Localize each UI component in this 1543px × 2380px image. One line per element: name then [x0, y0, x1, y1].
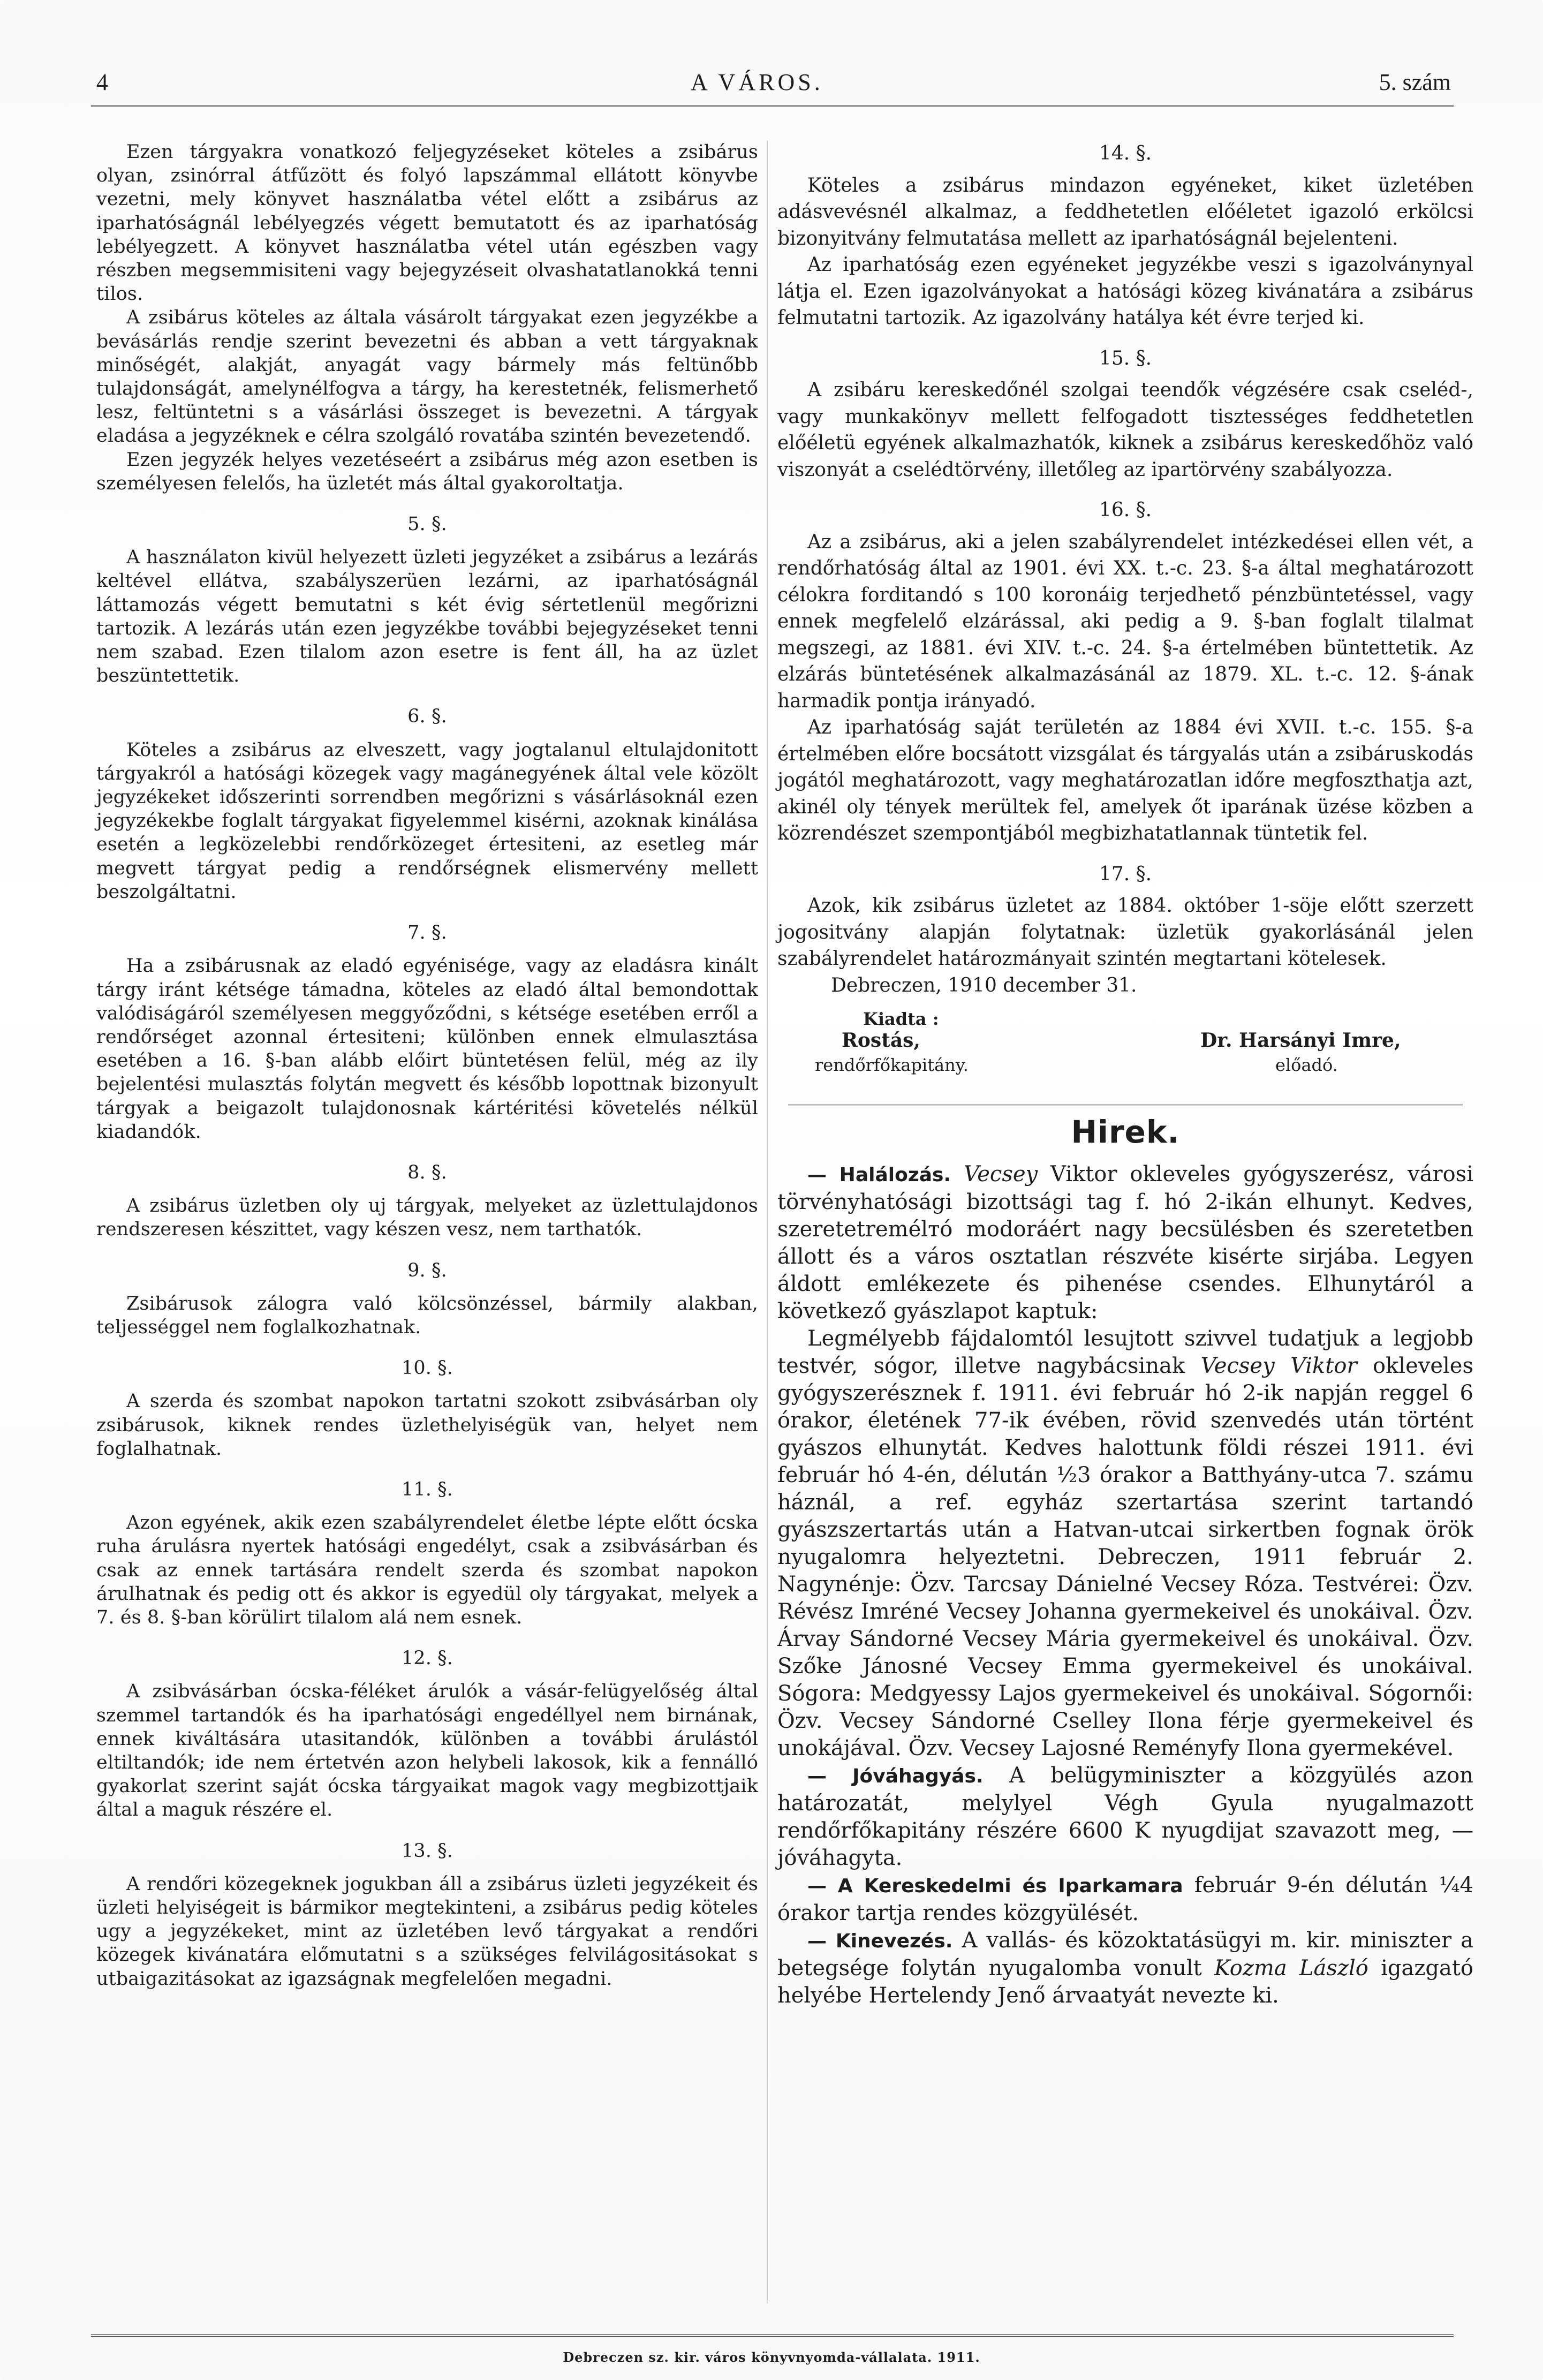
date-line: Debreczen, 1910 december 31.: [831, 974, 1137, 996]
signature-right-name: Dr. Harsányi Imre,: [1200, 1029, 1401, 1052]
printer-footer: Debreczen sz. kir. város könyvnyomda-vállalata. 1911.: [563, 2349, 980, 2365]
news-item-kinevezes: [777, 1927, 1473, 2009]
news-heading: — A Kereskedelmi és Iparkamara: [807, 1875, 1183, 1897]
section-heading: 12. §.: [401, 1648, 453, 1669]
news-text: okleveles gyógyszerésznek f. 1911. évi február hó 2-ik napján reggel 6 órakor, életének 77-ik évében, rövid szenvedés után történt gyászos elhunytát. Kedves halottunk földi részei 1911. évi február hó 4-én, délután ½3 órakor a Batthyány-utca 7. számu háznál, a ref. egyház szertartása szerint tartandó gyászszertartás után a Hatvan-utcai sirkertben fognak örök nyugalomra helyeztetni. Debreczen, 1911 február 2. Nagynénje: Özv. Tarcsay Dánielné Vecsey Róza. Testvérei: Özv. Révész Imréné Vecsey Johanna gyermekeivel és unokáival. Özv. Árvay Sándorné Vecsey Mária gyermekeivel és unokáival. Özv. Szőke Jánosné Vecsey Emma gyermekeivel és unokáival. Sógora: Medgyessy Lajos gyermekeivel és unokáival. Sógornői: Özv. Vecsey Sándorné Cselley Ilona férje gyermekeivel és unokájával. Özv. Vecsey Lajosné Reményfy Ilona gyermekével.: [777, 1353, 1473, 1761]
section-text: Köteles a zsibárus az elveszett, vagy jogtalanul eltulajdonitott tárgyakról a hatósági közegek vagy magánegyének által vele közölt jegyzékeket időszerinti sorrendben megőrizni s vásárlásoknál ezen jegyzékekbe foglalt tárgyakat figyelemmel kisérni, azoknak kinálása esetén a legközelebbi rendőrközeget értesiteni, az esetleg már megvett tárgyat pedig a rendőrségnek elismervény mellett beszolgáltatni.: [96, 739, 758, 903]
page-header: [96, 69, 1451, 101]
right-column: [777, 140, 1473, 2009]
footer-rule: [91, 2334, 1454, 2337]
issue-number: 5. szám: [1379, 69, 1451, 95]
section-text: Köteles a zsibárus mindazon egyéneket, kiket üzletében adásvevésnél alkalmaz, a feddhetetlen előéletet igazoló erkölcsi bizonyitvány felmutatása mellett az iparhatóságnál bejelenteni.: [777, 174, 1473, 250]
section-heading: 11. §.: [401, 1478, 453, 1500]
section-heading: 9. §.: [407, 1259, 447, 1281]
section-heading: 7. §.: [407, 922, 447, 944]
section-text: Zsibárusok zálogra való kölcsönzéssel, bármily alakban, teljességgel nem foglalkozhatnak.: [96, 1293, 758, 1338]
news-text: A belügyminiszter a közgyülés azon határozatát, melylyel Végh Gyula nyugalmazott rendőrfőkapitány részére 6600 K nyugdijat szavazott meg, — jóváhagyta.: [777, 1763, 1473, 1870]
news-text: február 9-én délután ¼4 órakor tartja rendes közgyülését.: [777, 1872, 1473, 1925]
signature-left-name: Rostás,: [842, 1029, 920, 1052]
news-item-gyaszlap: [777, 1325, 1473, 1762]
column-divider: [767, 140, 768, 2303]
news-name: Vecsey Viktor: [1200, 1353, 1357, 1378]
news-item-kamara: [777, 1872, 1473, 1927]
news-name: Kozma László: [1214, 1955, 1368, 1981]
news-text: igazgató helyébe Hertelendy Jenő árvaatyát nevezte ki.: [777, 1955, 1474, 2008]
intro-paragraph: Ezen tárgyakra vonatkozó feljegyzéseket köteles a zsibárus olyan, zsinórral átfűzött és folyó lapszámmal ellátott könyvbe vezetni, mely könyvet használatba vétel előtt a zsibárus az iparhatóságnál lebélyegzés végett bemutatott és az iparhatóság lebélyegzett. A könyvet használatba vétel után egészben vagy részben megsemmisiteni vagy bejegyzéseit olvashatatlanokká tenni tilos.: [96, 141, 758, 305]
section-heading: 14. §.: [1099, 142, 1152, 164]
news-heading: — Jóváhagyás.: [807, 1765, 984, 1787]
signature-block: [777, 1008, 1473, 1083]
news-section-title: Hirek.: [1071, 1114, 1180, 1150]
section-heading: 15. §.: [1099, 347, 1152, 369]
left-column: [96, 140, 758, 1991]
section-heading: 10. §.: [401, 1357, 453, 1379]
section-heading: 8. §.: [407, 1161, 447, 1183]
news-item-halalozas: [777, 1161, 1473, 1325]
news-heading: — Halálozás.: [807, 1163, 951, 1186]
header-rule: [91, 105, 1454, 107]
section-heading: 6. §.: [407, 706, 447, 728]
section-heading: 5. §.: [407, 513, 447, 535]
section-text: A zsibárus üzletben oly uj tárgyak, melyeket az üzlettulajdonos rendszeresen készittet, vagy készen vesz, nem tarthatók.: [96, 1195, 758, 1241]
signature-right-role: előadó.: [1275, 1055, 1338, 1075]
section-text: Az a zsibárus, aki a jelen szabályrendelet intézkedései ellen vét, a rendőrhatóság által az 1901. évi XX. t.-c. 23. §-a által meghatározott célokra forditandó s 100 koronáig terjedhető pénzbüntetéssel, vagy ennek megfelelő elzárással, aki pedig a 9. §-ban foglalt tilalmat megszegi, az 1881. évi XIV. t.-c. 24. §-a értelmében büntettetik. Az elzárás büntetésének alkalmazásánál az 1879. XL. t.-c. 12. §-ának harmadik pontja irányadó.: [777, 531, 1473, 712]
page-number: 4: [96, 69, 108, 95]
signature-label: Kiadta :: [863, 1009, 939, 1029]
section-heading: 16. §.: [1099, 499, 1152, 521]
news-text: Viktor okleveles gyógyszerész, városi törvényhatósági bizottsági tag f. hó 2-ikán elhunyt. Kedves, szeretetremélтó modoráért nagy becsülésben és szeretetben állott és a város osztatlan részvéte kisérte sirjába. Legyen áldott emlékezete és pihenése csendes. Elhunytáról a következő gyászlapot kaptuk:: [777, 1161, 1473, 1324]
news-name: Vecsey: [964, 1161, 1038, 1187]
intro-paragraph: A zsibárus köteles az általa vásárolt tárgyakat ezen jegyzékbe a bevásárlás rendje szerint bevezetni és abban a vett tárgyaknak minőségét, alakját, anyagát vagy bármely más feltünőbb tulajdonságát, amelynélfogva a tárgy, ha kerestetnék, felismerhető lesz, feltüntetni s a vásárlási összeget is bevezetni. A tárgyak eladása a jegyzéknek e célra szolgáló rovatába szintén bevezetendő.: [96, 307, 758, 447]
section-text: A szerda és szombat napokon tartatni szokott zsibvásárban oly zsibárusok, kiknek rendes üzlethelyiségük van, helyet nem foglalhatnak.: [96, 1391, 758, 1460]
news-rule: [788, 1105, 1463, 1106]
intro-paragraph: Ezen jegyzék helyes vezetéseért a zsibárus még azon esetben is személyesen felelős, ha üzletét más által gyakoroltatja.: [96, 449, 758, 494]
news-text: Legmélyebb fájdalomtól lesujtott szivvel tudatjuk a legjobb testvér, sógor, illetve nagybácsinak: [777, 1326, 1473, 1378]
newspaper-title: A VÁROS.: [691, 69, 823, 95]
section-text: A rendőri közegeknek jogukban áll a zsibárus üzleti jegyzékeit és üzleti helyiségeit is bármikor megtekinteni, a zsibárus pedig köteles ugy a jegyzékeket, mint az üzletében levő tárgyakat a rendőri közegek kivánatára előmutatni s a szükséges felvilágositásokat s utbaigazitásokat az igazságnak megfelelően megadni.: [96, 1873, 758, 1990]
signature-left-role: rendőrfőkapitány.: [815, 1055, 969, 1075]
section-text: Ha a zsibárusnak az eladó egyénisége, vagy az eladásra kinált tárgy iránt kétsége támadna, köteles az eladó által bemondottak valódiságáról személyesen meggyőződni, s kétsége esetében erről a rendőrséget azonnal értesiteni; különben ennek elmulasztása esetében a 16. §-ban alább előirt büntetésen felül, még az ily bejelentési mulasztás folytán megvett és később lopottnak bizonyult tárgyak a beigazolt tulajdonosnak kártéritési követelés nélkül kiadandók.: [96, 955, 758, 1143]
section-heading: 13. §.: [401, 1840, 453, 1862]
section-heading: 17. §.: [1099, 863, 1152, 885]
section-text: A zsibáru kereskedőnél szolgai teendők végzésére csak cseléd-, vagy munkakönyv mellett felfogadott tisztességes feddhetetlen előéletü egyének alkalmazhatók, kiknek a zsibárus kereskedőhöz való viszonyát a cselédtörvény, illetőleg az ipartörvény szabályozza.: [777, 379, 1473, 481]
news-text: A vallás- és közoktatásügyi m. kir. miniszter a betegsége folytán nyugalomba vonult: [777, 1928, 1473, 1981]
section-text: A használaton kivül helyezett üzleti jegyzéket a zsibárus a lezárás keltével ellátva, szabályszerüen lezárni, az iparhatóságnál láttamozás végett bemutatni s két évig sértetlenül megőrizni tartozik. A lezárás után ezen jegyzékbe további bejegyzéseket tenni nem szabad. Ezen tilalom azon esetre is fent áll, ha az üzlet beszüntettetik.: [96, 547, 758, 687]
section-text: Az iparhatóság saját területén az 1884 évi XVII. t.-c. 155. §-a értelmében előre bocsátott vizsgálat és tárgyalás után a zsibáruskodás jogától meghatározott, vagy meghatározatlan időre megfoszthatja azt, akinél oly tények merültek fel, amelyek őt iparának üzése közben a közrendészet szempontjából megbizhatatlannak tüntetik fel.: [777, 716, 1473, 844]
news-heading: — Kinevezés.: [807, 1930, 953, 1952]
section-text: Azon egyének, akik ezen szabályrendelet életbe lépte előtt ócska ruha árulásra nyertek hatósági engedélyt, csak a zsibvásárban és csak az ennek tartására rendelt szerda és szombat napokon árulhatnak és pedig ott és akkor is egyedül oly tárgyakat, melyek a 7. és 8. §-ban körülirt tilalom alá nem esnek.: [96, 1512, 758, 1628]
section-text: Az iparhatóság ezen egyéneket jegyzékbe veszi s igazolványnyal látja el. Ezen igazolványokat a hatósági közeg kivánatára a zsibárus felmutatni tartozik. Az igazolvány hatálya két évre terjed ki.: [777, 254, 1473, 329]
section-text: Azok, kik zsibárus üzletet az 1884. október 1-söje előtt szerzett jogositvány alapján folytatnak: üzletük gyakorlásánál jelen szabályrendelet határozmányait szintén megtartani kötelesek.: [777, 895, 1473, 970]
section-text: A zsibvásárban ócska-féléket árulók a vásár-felügyelőség által szemmel tartandók és ha iparhatósági engedéllyel nem birnának, ennek kiváltására utasitandók, különben a további árulástól eltiltandók; ide nem értetvén azon helybeli lakosok, kik a fennálló gyakorlat szerint saját ócska tárgyaikat magok vagy megbizottjaik által a maguk részére el.: [96, 1681, 758, 1821]
news-item-jovahagyas: [777, 1762, 1473, 1872]
